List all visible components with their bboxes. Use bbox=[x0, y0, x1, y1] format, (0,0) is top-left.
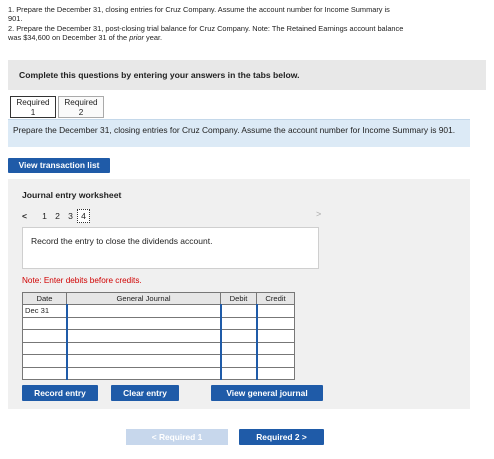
instruction-2-emphasis: prior bbox=[129, 33, 144, 43]
tab-required-2-label: Required bbox=[64, 98, 98, 107]
journal-table-header bbox=[23, 293, 295, 305]
requirement-tabs bbox=[10, 96, 104, 118]
account-input[interactable] bbox=[67, 342, 221, 355]
debit-input[interactable] bbox=[221, 355, 257, 368]
instruction-2 bbox=[8, 24, 486, 43]
tab-required-1-number: 1 bbox=[30, 107, 36, 117]
entry-description: Record the entry to close the dividends account. bbox=[22, 227, 319, 269]
column-credit: Credit bbox=[257, 293, 295, 305]
credit-input[interactable] bbox=[257, 330, 295, 343]
tab-required-2-number: 2 bbox=[78, 107, 84, 117]
credit-input[interactable] bbox=[257, 305, 295, 318]
instruction-2-cont: was $34,600 on December 31 of the bbox=[8, 33, 130, 43]
account-input[interactable] bbox=[67, 355, 221, 368]
instruction-1 bbox=[8, 5, 486, 24]
credit-input[interactable] bbox=[257, 342, 295, 355]
date-cell[interactable] bbox=[23, 317, 67, 330]
date-cell[interactable] bbox=[23, 367, 67, 380]
prev-required-button[interactable]: < Required 1 bbox=[126, 429, 228, 445]
date-cell[interactable]: Dec 31 bbox=[23, 305, 67, 318]
credit-input[interactable] bbox=[257, 355, 295, 368]
tab-required-2[interactable] bbox=[58, 96, 104, 118]
next-required-button[interactable]: Required 2 > bbox=[239, 429, 324, 445]
debit-input[interactable] bbox=[221, 317, 257, 330]
table-row bbox=[23, 330, 295, 343]
table-row bbox=[23, 342, 295, 355]
instructions bbox=[8, 5, 486, 43]
pager-page-3[interactable]: 3 bbox=[68, 211, 73, 221]
account-input[interactable] bbox=[67, 317, 221, 330]
credit-input[interactable] bbox=[257, 317, 295, 330]
worksheet-pager bbox=[22, 209, 90, 223]
clear-entry-button[interactable]: Clear entry bbox=[111, 385, 179, 401]
requirement-description: Prepare the December 31, closing entries for Cruz Company. Assume the account number for Income Summary is 901. bbox=[8, 119, 470, 147]
account-input[interactable] bbox=[67, 367, 221, 380]
instruction-2-end: year. bbox=[144, 33, 163, 43]
pager-next-icon[interactable]: > bbox=[316, 209, 322, 219]
column-general-journal: General Journal bbox=[67, 293, 221, 305]
worksheet-title: Journal entry worksheet bbox=[22, 190, 122, 200]
debit-input[interactable] bbox=[221, 305, 257, 318]
pager-prev-icon[interactable]: < bbox=[22, 211, 28, 221]
debit-input[interactable] bbox=[221, 330, 257, 343]
date-cell[interactable] bbox=[23, 330, 67, 343]
date-cell[interactable] bbox=[23, 342, 67, 355]
view-transaction-list-button[interactable]: View transaction list bbox=[8, 158, 110, 173]
pager-page-2[interactable]: 2 bbox=[55, 211, 60, 221]
instruction-2-text: 2. Prepare the December 31, post-closing trial balance for Cruz Company. Note: The Retained Earnings account balance bbox=[8, 23, 404, 33]
debit-input[interactable] bbox=[221, 367, 257, 380]
debit-credit-note: Note: Enter debits before credits. bbox=[22, 276, 142, 285]
debit-input[interactable] bbox=[221, 342, 257, 355]
table-row bbox=[23, 367, 295, 380]
view-general-journal-button[interactable]: View general journal bbox=[211, 385, 323, 401]
tab-required-1-label: Required bbox=[16, 98, 50, 107]
journal-table bbox=[22, 292, 295, 380]
pager-page-1[interactable]: 1 bbox=[42, 211, 47, 221]
pager-page-4-current[interactable]: 4 bbox=[77, 209, 90, 223]
column-date: Date bbox=[23, 293, 67, 305]
column-debit: Debit bbox=[221, 293, 257, 305]
instruction-1-text: 1. Prepare the December 31, closing entries for Cruz Company. Assume the account number for Income Summary is bbox=[8, 5, 390, 14]
instruction-1-cont: 901. bbox=[8, 14, 23, 24]
table-row bbox=[23, 355, 295, 368]
record-entry-button[interactable]: Record entry bbox=[22, 385, 98, 401]
account-input[interactable] bbox=[67, 305, 221, 318]
instructions-banner: Complete this questions by entering your answers in the tabs below. bbox=[8, 60, 486, 90]
account-input[interactable] bbox=[67, 330, 221, 343]
tab-required-1[interactable] bbox=[10, 96, 56, 118]
table-row bbox=[23, 317, 295, 330]
table-row bbox=[23, 305, 295, 318]
credit-input[interactable] bbox=[257, 367, 295, 380]
date-cell[interactable] bbox=[23, 355, 67, 368]
